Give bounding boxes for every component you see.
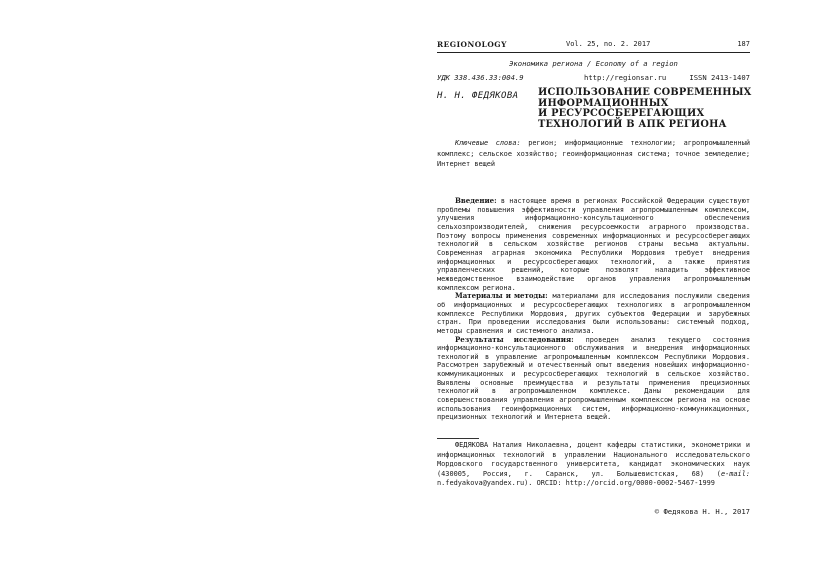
affiliation-text: ФЕДЯКОВА Наталия Николаевна, доцент кафедры статистики, эконометрики и информационных технологий в управлении Национального исследовательского Мордовского государственного университета, кандидат экономических наук (430005, Россия, г. Саранск, ул. Большевистская, 68) (	[437, 441, 750, 478]
journal-page	[437, 38, 750, 538]
section-text: проведен анализ текущего состояния информационно-консультационного обслуживания и внедрения информационных технологий в управление агропромышленным комплексом Республики Мордовия. Рассмотрен зарубежный и отечественный опыт введения новейших информационно-коммуникационных и ресурсосберегающих технологий в сельское хозяйство. Выявлены основные преимущества и результаты применения прецизионных технологий в агропромышленном комплексе. Даны рекомендации для совершенствования управления агропромышленным комплексом региона на основе использования геоинформационных систем, информационно-коммуникационных, прецизионных технологий и Интернета вещей.	[437, 335, 750, 422]
author-orcid[interactable]: ). ORCID: http://orcid.org/0000-0002-5467-1999	[524, 479, 715, 487]
abstract-section-results	[437, 336, 750, 423]
keywords	[437, 138, 750, 170]
footnote-divider	[437, 438, 479, 439]
abstract	[437, 197, 750, 422]
running-head	[437, 38, 750, 53]
abstract-section-methods	[437, 292, 750, 335]
section-heading: Введение:	[455, 196, 497, 205]
author-email[interactable]: n.fedyakova@yandex.ru	[437, 479, 525, 487]
article-title	[538, 88, 750, 130]
title-line: ТЕХНОЛОГИЙ В АПК РЕГИОНА	[538, 118, 727, 130]
title-line: ИСПОЛЬЗОВАНИЕ СОВРЕМЕННЫХ	[538, 87, 752, 98]
section-heading: Результаты исследования:	[455, 334, 574, 344]
section-text: в настоящее время в регионах Российской Федерации существуют проблемы повышения эффективности управления агропромышленным комплексом, улучшения информационно-консультационного обеспечения сельхозпроизводителей, снижения ресурсоемкости аграрного производства. Поэтому вопросы применения современных информационных и ресурсосберегающих технологий в сельском хозяйстве регионов страны весьма актуальны. Современная аграрная экономика Республики Мордовия требует внедрения информационных и ресурсосберегающих технологий, а также принятия управленческих решений, которые позволят наладить эффективное межведомственное взаимодействие органов управления агропромышленным комплексом региона.	[437, 197, 750, 292]
running-head-journal: REGIONOLOGY	[437, 40, 507, 49]
section-heading: Материалы и методы:	[455, 291, 548, 301]
title-line: И РЕСУРСОСБЕРЕГАЮЩИХ	[538, 108, 705, 120]
title-line: ИНФОРМАЦИОННЫХ	[538, 97, 669, 109]
email-label: e-mail:	[720, 469, 750, 478]
journal-url[interactable]: http://regionsar.ru	[584, 73, 667, 82]
udk-code: УДК 338.436.33:004.9	[437, 73, 524, 82]
author-affiliation	[437, 441, 750, 489]
copyright: © Федякова Н. Н., 2017	[654, 507, 750, 516]
page-number: 187	[737, 40, 750, 48]
keywords-label: Ключевые слова:	[455, 139, 521, 147]
journal-name: Экономика региона / Economy of a region	[509, 59, 678, 68]
author-name: Н. Н. ФЕДЯКОВА	[437, 91, 519, 101]
issn: ISSN 2413-1407	[689, 73, 750, 82]
running-head-volume: Vol. 25, no. 2. 2017	[566, 40, 651, 48]
abstract-section-introduction	[437, 197, 750, 292]
keywords-text: регион; информационные технологии; агропромышленный комплекс; сельское хозяйство; геоинформационная система; точное земледелие; Интернет вещей	[437, 139, 750, 169]
section-text: материалами для исследования послужили сведения об информационных и ресурсосберегающих технологиях в агропромышленном комплексе Республики Мордовия, других субъектов Федерации и зарубежных стран. При проведении исследования были использованы: системный подход, методы сравнения и системного анализа.	[437, 292, 750, 335]
